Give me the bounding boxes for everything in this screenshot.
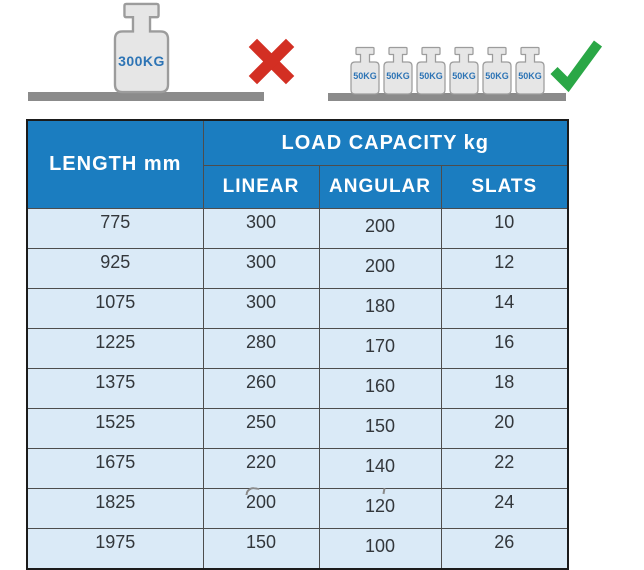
cell-angular: 120 (319, 489, 441, 529)
header-linear: LINEAR (203, 166, 319, 209)
header-length: LENGTH mm (27, 120, 203, 209)
cell-slats: 26 (441, 529, 568, 570)
cell-angular: 160 (319, 369, 441, 409)
cell-length: 1075 (27, 289, 203, 329)
cell-slats: 16 (441, 329, 568, 369)
weight-50kg (350, 47, 380, 93)
cell-slats: 20 (441, 409, 568, 449)
cell-linear: 200 (203, 489, 319, 529)
cell-length: 925 (27, 249, 203, 289)
cell-linear: 280 (203, 329, 319, 369)
table-row (27, 329, 568, 369)
cell-length: 1525 (27, 409, 203, 449)
table-row (27, 369, 568, 409)
cell-angular: 100 (319, 529, 441, 570)
cell-angular: 200 (319, 249, 441, 289)
cell-length: 1375 (27, 369, 203, 409)
cell-angular: 180 (319, 289, 441, 329)
cell-length: 1975 (27, 529, 203, 570)
weight-50kg-label: 50KG (386, 70, 410, 81)
cell-slats: 18 (441, 369, 568, 409)
cell-slats: 22 (441, 449, 568, 489)
table-row (27, 209, 568, 249)
cell-linear: 250 (203, 409, 319, 449)
cell-angular: 170 (319, 329, 441, 369)
check-icon (549, 40, 601, 91)
cell-linear: 300 (203, 249, 319, 289)
cell-linear: 220 (203, 449, 319, 489)
cell-length: 1675 (27, 449, 203, 489)
platform-left (28, 92, 264, 101)
cell-linear: 260 (203, 369, 319, 409)
weight-50kg (482, 47, 512, 93)
cell-linear: 150 (203, 529, 319, 570)
small-weights-group (350, 47, 545, 93)
table-row (27, 409, 568, 449)
weight-50kg (449, 47, 479, 93)
cell-linear: 300 (203, 289, 319, 329)
weight-50kg-label: 50KG (452, 70, 476, 81)
cell-angular: 140 (319, 449, 441, 489)
weight-300kg-label: 300KG (118, 52, 165, 69)
cell-angular: 200 (319, 209, 441, 249)
header-load-capacity: LOAD CAPACITY kg (203, 120, 568, 166)
table-body (27, 209, 568, 570)
header-angular: ANGULAR (319, 166, 441, 209)
weight-icon (113, 3, 170, 93)
weight-50kg (416, 47, 446, 93)
cell-slats: 14 (441, 289, 568, 329)
table-row (27, 449, 568, 489)
cell-angular: 150 (319, 409, 441, 449)
weight-50kg (383, 47, 413, 93)
weight-50kg-label: 50KG (353, 70, 377, 81)
cell-linear: 300 (203, 209, 319, 249)
cell-length: 1825 (27, 489, 203, 529)
weight-50kg-label: 50KG (518, 70, 542, 81)
table-row (27, 529, 568, 570)
table-row (27, 289, 568, 329)
cell-length: 1225 (27, 329, 203, 369)
weight-50kg-label: 50KG (485, 70, 509, 81)
cell-slats: 10 (441, 209, 568, 249)
weight-50kg (515, 47, 545, 93)
load-capacity-table (26, 119, 569, 570)
header-slats: SLATS (441, 166, 568, 209)
cell-length: 775 (27, 209, 203, 249)
weight-300kg (113, 3, 170, 93)
cross-icon (247, 36, 296, 87)
cell-slats: 24 (441, 489, 568, 529)
cell-slats: 12 (441, 249, 568, 289)
weight-50kg-label: 50KG (419, 70, 443, 81)
table-row (27, 249, 568, 289)
table-row (27, 489, 568, 529)
